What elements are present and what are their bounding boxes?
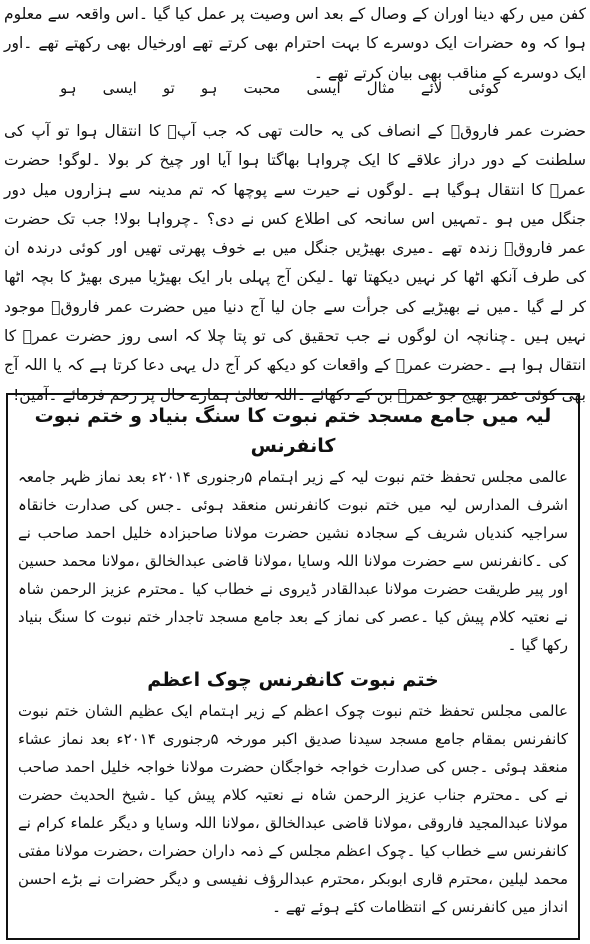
poem-line (60, 78, 500, 98)
poem-word: مثال (366, 79, 395, 97)
poem-word: ہو (60, 79, 77, 97)
article-paragraph-2: حضرت عمر فاروقؓ کے انصاف کی یہ حالت تھی کہ جب آپؓ کا انتقال ہوا تو آپ کی سلطنت کے دور دراز علاقے کا ایک چرواہا بھاگتا ہوا آیا اور چیخ کر بولا ۔لوگو! حضرت عمرؓ کا انتقال ہوگیا ہے ۔لوگوں نے حیرت سے پوچھا کہ تم مدینہ سے ہزاروں میل دور جنگل میں ہو ۔تمہیں اس سانحہ کی اطلاع کس نے دی؟ ۔چرواہا بولا! جب تک حضرت عمر فاروقؓ زندہ تھے ۔میری بھیڑیں جنگل میں بے خوف پھرتی تھیں اور کوئی درندہ ان کی طرف آنکھ اٹھا کر نہیں دیکھتا تھا ۔لیکن آج پہلی بار ایک بھیڑیا میری بھیڑ کا بچہ اٹھا کر لے گیا ۔میں نے بھیڑیے کی جرأت سے جان لیا آج دنیا میں حضرت عمر فاروقؓ موجود نہیں ہیں ۔چنانچہ ان لوگوں نے جب تحقیق کی تو پتا چلا کہ اسی روز حضرت عمرؓ کا انتقال ہوا ہے ۔حضرت عمرؓ کے واقعات کو دیکھ کر آج دل یہی دعا کرتا ہے کہ یا اللہ آج بھی کوئی عمر بھیج جو عمرؓ بن کے دکھائے ۔اللہ تعالیٰ ہمارے حال پر رحم فرمائے ۔آمین! (4, 122, 586, 404)
poem-word: ایسی (102, 79, 137, 97)
news-box (6, 393, 580, 940)
article-body (4, 117, 586, 410)
poem-word: کوئی (468, 79, 500, 97)
article-continuation (4, 0, 586, 88)
news-body-chowk-azam: عالمی مجلس تحفظ ختم نبوت چوک اعظم کے زیر اہتمام ایک عظیم الشان ختم نبوت کانفرنس بمقام جامع مسجد سیدنا صدیق اکبر مورخہ ۵رجنوری ۲۰۱۴ء بعد نماز عشاء منعقد ہوئی ۔جس کی صدارت خواجہ خواجگان حضرت مولانا خواجہ خلیل احمد صاحب نے کی ۔محترم جناب عزیز الرحمن شاہ نے نعتیہ کلام پیش کیا ۔شیخ الحدیث حضرت مولانا عبدالمجید فاروقی ،مولانا قاضی عبدالخالق ،مولانا اللہ وسایا و دیگر علماء کرام نے کانفرنس سے خطاب کیا ۔چوک اعظم مجلس کے ذمہ داران حضرات ،حضرت مولانا مفتی محمد لیلین ،محترم قاری ابوبکر ،محترم عبدالرؤف نفیسی و دیگر حضرات نے بڑے احسن انداز میں کانفرنس کے انتظامات کئے ہوئے تھے ۔ (18, 702, 569, 916)
poem-word: تو (162, 79, 175, 97)
poem-word: ایسی (306, 79, 341, 97)
news-heading-layyah: لیہ میں جامع مسجد ختم نبوت کا سنگ بنیاد و ختم نبوت کانفرنس (34, 405, 552, 457)
poem-word: محبت (243, 79, 281, 97)
news-heading-chowk-azam: ختم نبوت کانفرنس چوک اعظم (147, 669, 439, 691)
news-body-layyah: عالمی مجلس تحفظ ختم نبوت لیہ کے زیر اہتمام ۵رجنوری ۲۰۱۴ء بعد نماز ظہر جامعہ اشرف المدارس لیہ میں ختم نبوت کانفرنس منعقد ہوئی ۔جس کی صدارت خانقاہ سراجیہ کندیاں شریف کے سجادہ نشین حضرت مولانا صاحبزادہ خلیل احمد صاحب نے کی ۔کانفرنس سے حضرت مولانا اللہ وسایا ،مولانا قاضی عبدالخالق ،مولانا محمد حسین اور پیر طریقت حضرت مولانا عبدالقادر ڈیروی نے خطاب کیا ۔محترم عزیز الرحمن شاہ نے نعتیہ کلام پیش کیا ۔عصر کی نماز کے بعد جامع مسجد تاجدار ختم نبوت کا سنگ بنیاد رکھا گیا ۔ (18, 468, 569, 654)
article-paragraph-1: کفن میں رکھ دینا اوران کے وصال کے بعد اس وصیت پر عمل کیا گیا ۔اس واقعہ سے معلوم ہوا کہ وہ حضرات ایک دوسرے کا بہت احترام بھی کرتے تھے اورخیال بھی رکھتے تھے ۔اور ایک دوسرے کے مناقب بھی بیان کرتے تھے ۔ (4, 5, 586, 82)
poem-word: ہو (200, 79, 218, 97)
poem-word: لائے (420, 79, 443, 97)
